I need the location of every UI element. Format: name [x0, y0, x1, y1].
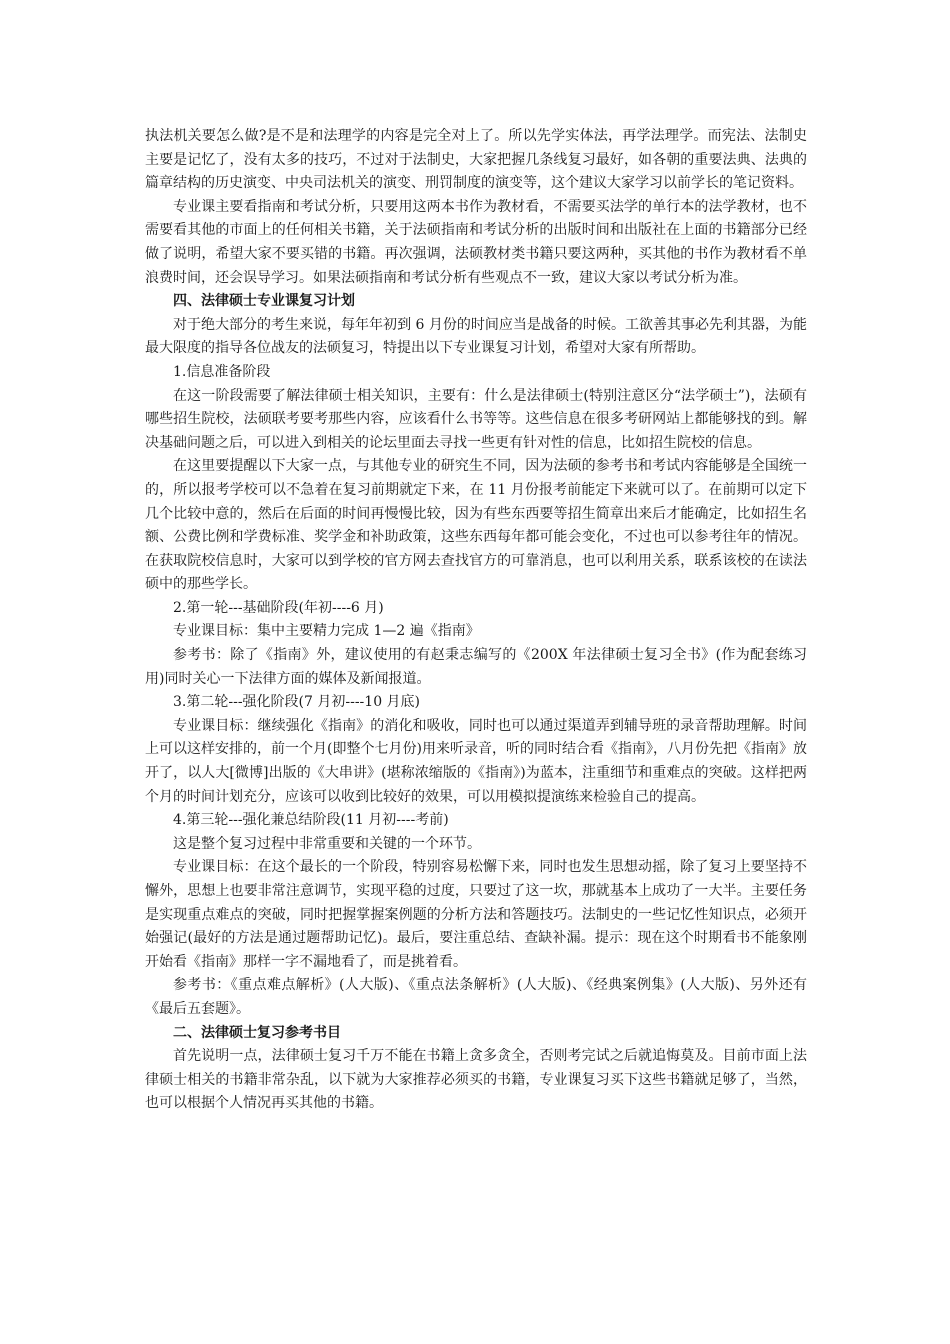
subheading-info-stage: 1.信息准备阶段: [173, 363, 271, 380]
subheading-round-one: 2.第一轮---基础阶段(年初----6 月): [173, 599, 384, 616]
section-heading-reference-books: 二、法律硕士复习参考书目: [173, 1024, 341, 1041]
paragraph-round-three-goal: 专业课目标：在这个最长的一个阶段，特别容易松懈下来，同时也发生思想动摇，除了复习上要坚持不懈外，思想上也要非常注意调节，实现平稳的过度，只要过了这一坎，那就基本上成功了一大半。主要任务是实现重点难点的突破，同时把握掌握案例题的分析方法和答题技巧。法制史的一些记忆性知识点，必须开始强记(最好的方法是通过题帮助记忆)。最后，要注重总结、查缺补漏。提示：现在这个时期看书不能象刚开始看《指南》那样一字不漏地看了，而是挑着看。: [145, 859, 807, 970]
paragraph-round-one-books: 参考书：除了《指南》外，建议使用的有赵秉志编写的《200X 年法律硕士复习全书》(作为配套练习用)同时关心一下法律方面的媒体及新闻报道。: [145, 647, 807, 687]
subheading-round-two: 3.第二轮---强化阶段(7 月初----10 月底): [173, 694, 421, 711]
paragraph-round-three-books: 参考书：《重点难点解析》(人大版)、《重点法条解析》(人大版)、《经典案例集》(人大版)、另外还有《最后五套题》。: [145, 977, 807, 1017]
paragraph-info-stage: 在这一阶段需要了解法律硕士相关知识，主要有：什么是法律硕士(特别注意区分“法学硕士”)，法硕有哪些招生院校，法硕联考要考那些内容，应该看什么书等等。这些信息在很多考研网站上都能够找的到。解决基础问题之后，可以进入到相关的论坛里面去寻找一些更有针对性的信息，比如招生院校的信息。: [145, 387, 807, 451]
document-page: [145, 125, 807, 1116]
paragraph-intro: 执法机关要怎么做?是不是和法理学的内容是完全对上了。所以先学实体法，再学法理学。而宪法、法制史主要是记忆了，没有太多的技巧，不过对于法制史，大家把握几条线复习最好，如各朝的重要法典、法典的篇章结构的历史演变、中央司法机关的演变、刑罚制度的演变等，这个建议大家学习以前学长的笔记资料。: [145, 128, 807, 192]
paragraph-school-choice: 在这里要提醒以下大家一点，与其他专业的研究生不同，因为法硕的参考书和考试内容能够是全国统一的，所以报考学校可以不急着在复习前期就定下来，在 11 月份报考前能定下来就可以了。在前期可以定下几个比较中意的，然后在后面的时间再慢慢比较，因为有些东西要等招生简章出来后才能确定，比如招生名额、公费比例和学费标准、奖学金和补助政策，这些东西每年都可能会变化，不过也可以参考往年的情况。在获取院校信息时，大家可以到学校的官方网去查找官方的可靠消息，也可以利用关系，联系该校的在读法硕中的那些学长。: [145, 458, 807, 593]
paragraph-textbook-advice: 专业课主要看指南和考试分析，只要用这两本书作为教材看，不需要买法学的单行本的法学教材，也不需要看其他的市面上的任何相关书籍，关于法硕指南和考试分析的出版时间和出版社在上面的书籍部分已经做了说明，希望大家不要买错的书籍。再次强调，法硕教材类书籍只要这两种，买其他的书作为教材看不单浪费时间，还会误导学习。如果法硕指南和考试分析有些观点不一致，建议大家以考试分析为准。: [145, 198, 807, 286]
paragraph-plan-intro: 对于绝大部分的考生来说，每年年初到 6 月份的时间应当是战备的时候。工欲善其事必先利其器，为能最大限度的指导各位战友的法硕复习，特提出以下专业课复习计划，希望对大家有所帮助。: [145, 316, 807, 357]
paragraph-round-three-intro: 这是整个复习过程中非常重要和关键的一个环节。: [173, 835, 481, 852]
paragraph-round-one-goal: 专业课目标：集中主要精力完成 1—2 遍《指南》: [173, 623, 480, 640]
section-heading-study-plan: 四、法律硕士专业课复习计划: [173, 293, 355, 310]
paragraph-reference-books: 首先说明一点，法律硕士复习千万不能在书籍上贪多贪全，否则考完试之后就追悔莫及。目前市面上法律硕士相关的书籍非常杂乱，以下就为大家推荐必须买的书籍，专业课复习买下这些书籍就足够了，当然，也可以根据个人情况再买其他的书籍。: [145, 1048, 807, 1112]
subheading-round-three: 4.第三轮---强化兼总结阶段(11 月初----考前): [173, 812, 449, 829]
paragraph-round-two-goal: 专业课目标：继续强化《指南》的消化和吸收，同时也可以通过渠道弄到辅导班的录音帮助理解。时间上可以这样安排的，前一个月(即整个七月份)用来听录音，听的同时结合看《指南》，八月份先把《指南》放开了，以人大[微博]出版的《大串讲》(堪称浓缩版的《指南》)为蓝本，注重细节和重难点的突破。这样把两个月的时间计划充分，应该可以收到比较好的效果，可以用模拟提演练来检验自己的提高。: [145, 717, 807, 805]
